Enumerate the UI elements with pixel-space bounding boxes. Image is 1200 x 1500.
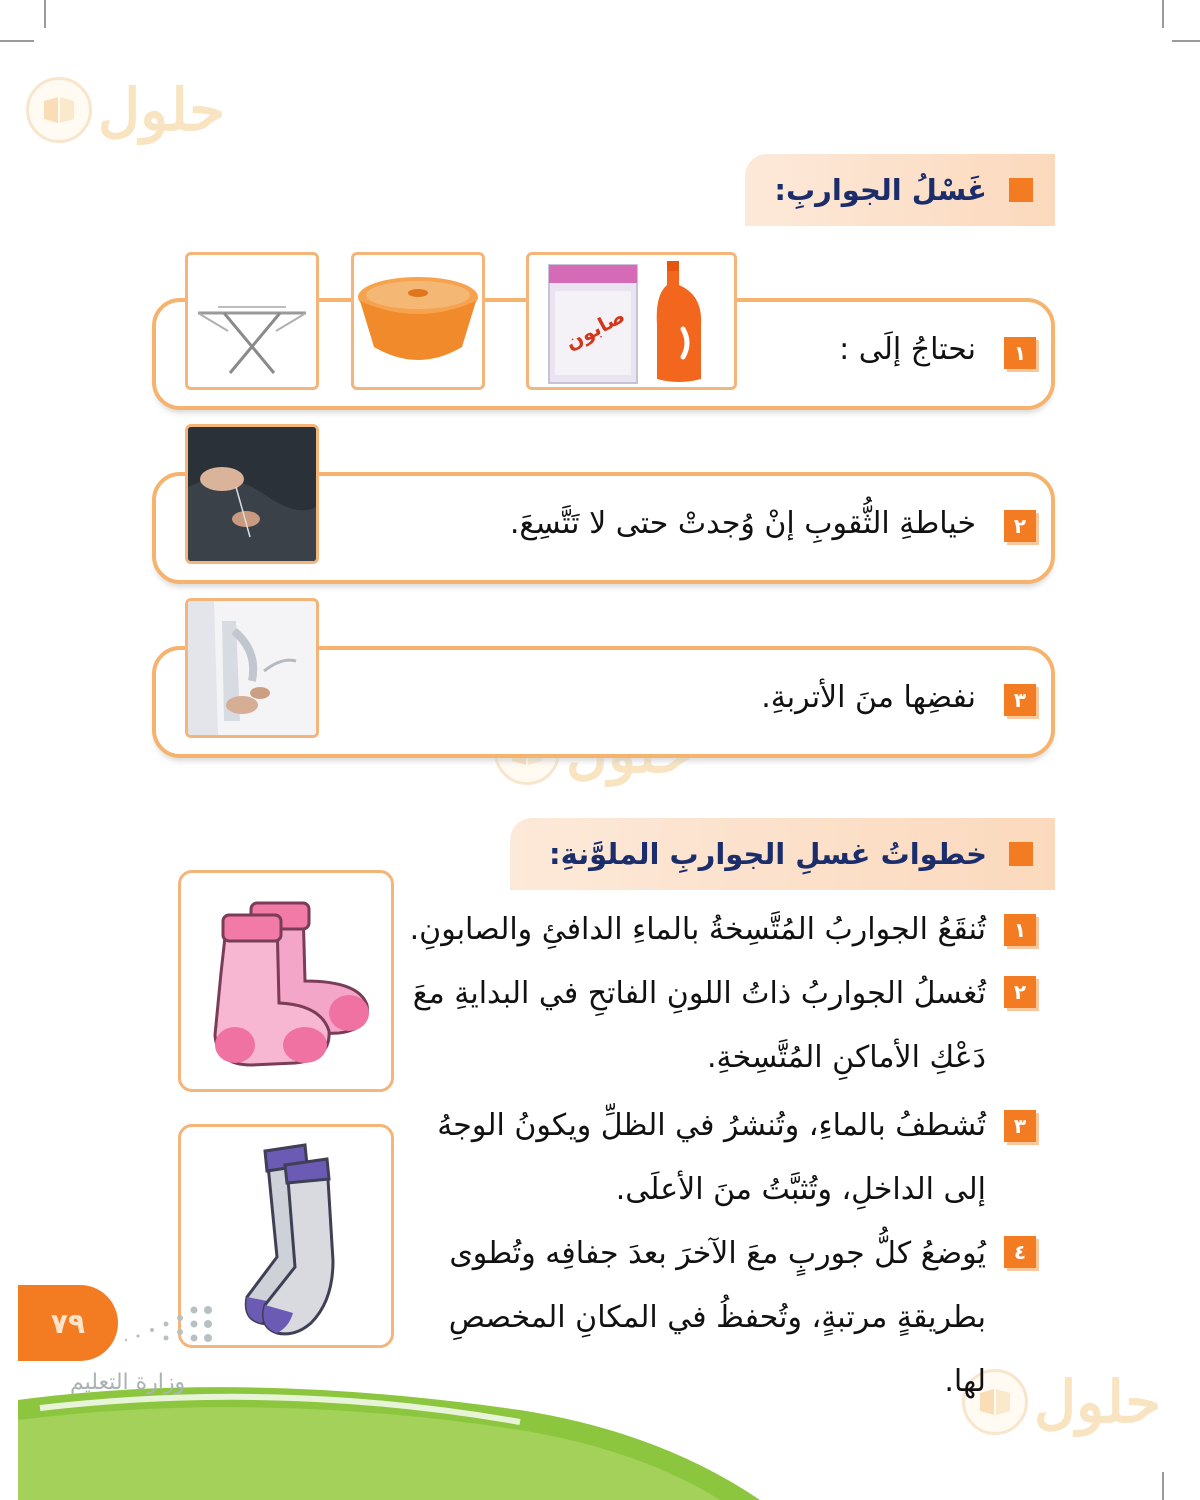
section-header — [745, 154, 1055, 226]
step-text: نفضِها منَ الأتربةِ. — [761, 680, 976, 715]
step-number: ٤ — [1004, 1236, 1036, 1268]
step-number: ٣ — [1004, 1110, 1036, 1142]
soap-products-icon — [529, 255, 734, 387]
pink-socks-image — [178, 870, 394, 1092]
page-number: ٧٩ — [18, 1285, 118, 1361]
step-text: تُنقَعُ الجواربُ المُتَّسِخةُ بالماءِ الدافئِ والصابونِ. — [409, 912, 986, 947]
step-text: نحتاجُ إلَى : — [839, 332, 976, 367]
step-text: يُوضعُ كلُّ جوربٍ معَ الآخرَ بعدَ جفافِه وتُطوى بطريقةٍ مرتبةٍ، وتُحفظُ في المكانِ المخصصِ لها. — [448, 1236, 986, 1399]
step-number: ٢ — [1004, 976, 1036, 1008]
watermark-text: حلول — [98, 76, 226, 144]
ministry-label: وزارة التعليم — [70, 1370, 186, 1395]
drying-rack-image — [185, 252, 319, 390]
shaking-sock-icon — [188, 601, 316, 735]
soap-image — [526, 252, 737, 390]
soap-label: صابون — [561, 303, 629, 355]
drying-rack-icon — [188, 255, 316, 387]
section-header — [510, 818, 1055, 890]
watermark-logo — [26, 76, 225, 144]
book-icon — [26, 77, 92, 143]
shaking-sock-image — [185, 598, 319, 738]
square-bullet-icon — [1009, 178, 1033, 202]
crop-mark — [1162, 0, 1164, 28]
pink-socks-icon — [181, 873, 391, 1089]
section-title: خطواتُ غسلِ الجواربِ الملوَّنةِ: — [549, 837, 987, 871]
footer-wave — [0, 1340, 1200, 1500]
sewing-sock-image — [185, 424, 319, 564]
step-number: ١ — [1004, 337, 1036, 369]
step-number: ١ — [1004, 914, 1036, 946]
step-text: خياطةِ الثُّقوبِ إنْ وُجدتْ حتى لا تَتَّسِعَ. — [509, 506, 976, 541]
step-number: ٢ — [1004, 510, 1036, 542]
sewing-hands-icon — [188, 427, 316, 561]
step-number: ٣ — [1004, 684, 1036, 716]
crop-mark — [0, 40, 34, 42]
step-text: تُشطفُ بالماءِ، وتُنشرُ في الظلِّ ويكونُ الوجهُ إلى الداخلِ، وتُثبَّتُ منَ الأعلَى. — [437, 1108, 986, 1207]
crop-mark — [1172, 40, 1200, 42]
crop-mark — [44, 0, 46, 28]
bowl-image — [351, 252, 485, 390]
dot-pattern-icon — [112, 1300, 222, 1360]
bowl-icon — [354, 255, 482, 387]
section-title: غَسْلُ الجواربِ: — [774, 173, 987, 207]
watermark-text: حلول — [1034, 1368, 1162, 1436]
step-text: تُغسلُ الجواربُ ذاتُ اللونِ الفاتحِ في البدايةِ معَ دَعْكِ الأماكنِ المُتَّسِخةِ. — [412, 976, 986, 1075]
square-bullet-icon — [1009, 842, 1033, 866]
